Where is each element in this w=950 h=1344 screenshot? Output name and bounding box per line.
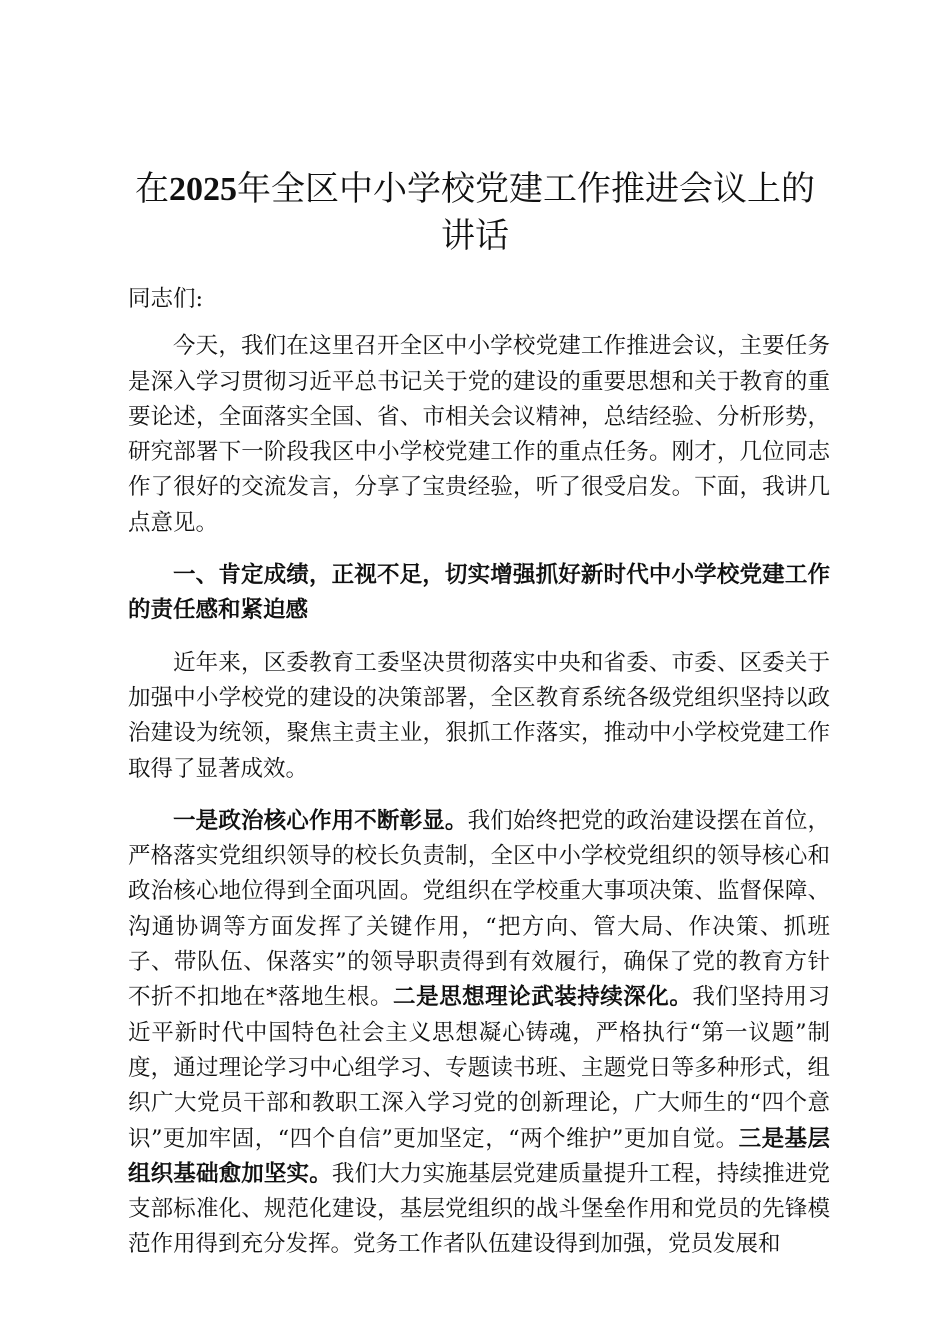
section-intro-paragraph: 近年来，区委教育工委坚决贯彻落实中央和省委、市委、区委关于加强中小学校党的建设的决策部署，全区教育系统各级党组织坚持以政治建设为统领，聚焦主责主业，狠抓工作落实，推动中小学校党建工作取得了显著成效。 [128, 649, 830, 782]
point-1-text: 我们始终把党的政治建设摆在首位，严格落实党组织领导的校长负责制，全区中小学校党组织的领导核心和政治核心地位得到全面巩固。党组织在学校重大事项决策、监督保障、沟通协调等方面发挥了关键作用，“把方向、管大局、作决策、抓班子、带队伍、保落实”的领导职责得到有效履行，确保了党的教育方针不折不扣地在*落地生根。 [128, 807, 830, 1011]
document-title [120, 166, 830, 260]
point-3-lead: 三是基层组织基础愈加坚实。 [128, 1125, 830, 1187]
document-body [128, 282, 830, 1263]
point-3-text: 我们大力实施基层党建质量提升工程，持续推进党支部标准化、规范化建设，基层党组织的战斗堡垒作用和党员的先锋模范作用得到充分发挥。党务工作者队伍建设得到加强，党员发展和 [128, 1160, 830, 1258]
title-prefix: 在 [135, 169, 169, 209]
point-2-text: 我们坚持用习近平新时代中国特色社会主义思想凝心铸魂，严格执行“第一议题”制度，通过理论学习中心组学习、专题读书班、主题党日等多种形式，组织广大党员干部和教职工深入学习党的创新理论，广大师生的“四个意识”更加牢固，“四个自信”更加坚定，“两个维护”更加自觉。 [128, 984, 830, 1152]
title-year: 2025 [169, 171, 237, 208]
point-1-lead: 一是政治核心作用不断彰显。 [173, 807, 468, 834]
achievements-paragraph [128, 804, 830, 1263]
salutation: 同志们: [128, 286, 204, 312]
section-heading-1: 一、肯定成绩，正视不足，切实增强抓好新时代中小学校党建工作的责任感和紧迫感 [128, 562, 830, 624]
intro-paragraph: 今天，我们在这里召开全区中小学校党建工作推进会议，主要任务是深入学习贯彻习近平总书记关于党的建设的重要思想和关于教育的重要论述，全面落实全国、省、市相关会议精神，总结经验、分析形势，研究部署下一阶段我区中小学校党建工作的重点任务。刚才，几位同志作了很好的交流发言，分享了宝贵经验，听了很受启发。下面，我讲几点意见。 [128, 333, 830, 536]
point-2-lead: 二是思想理论武装持续深化。 [393, 984, 693, 1011]
title-suffix: 年全区中小学校党建工作推进会议上的讲话 [237, 169, 815, 256]
